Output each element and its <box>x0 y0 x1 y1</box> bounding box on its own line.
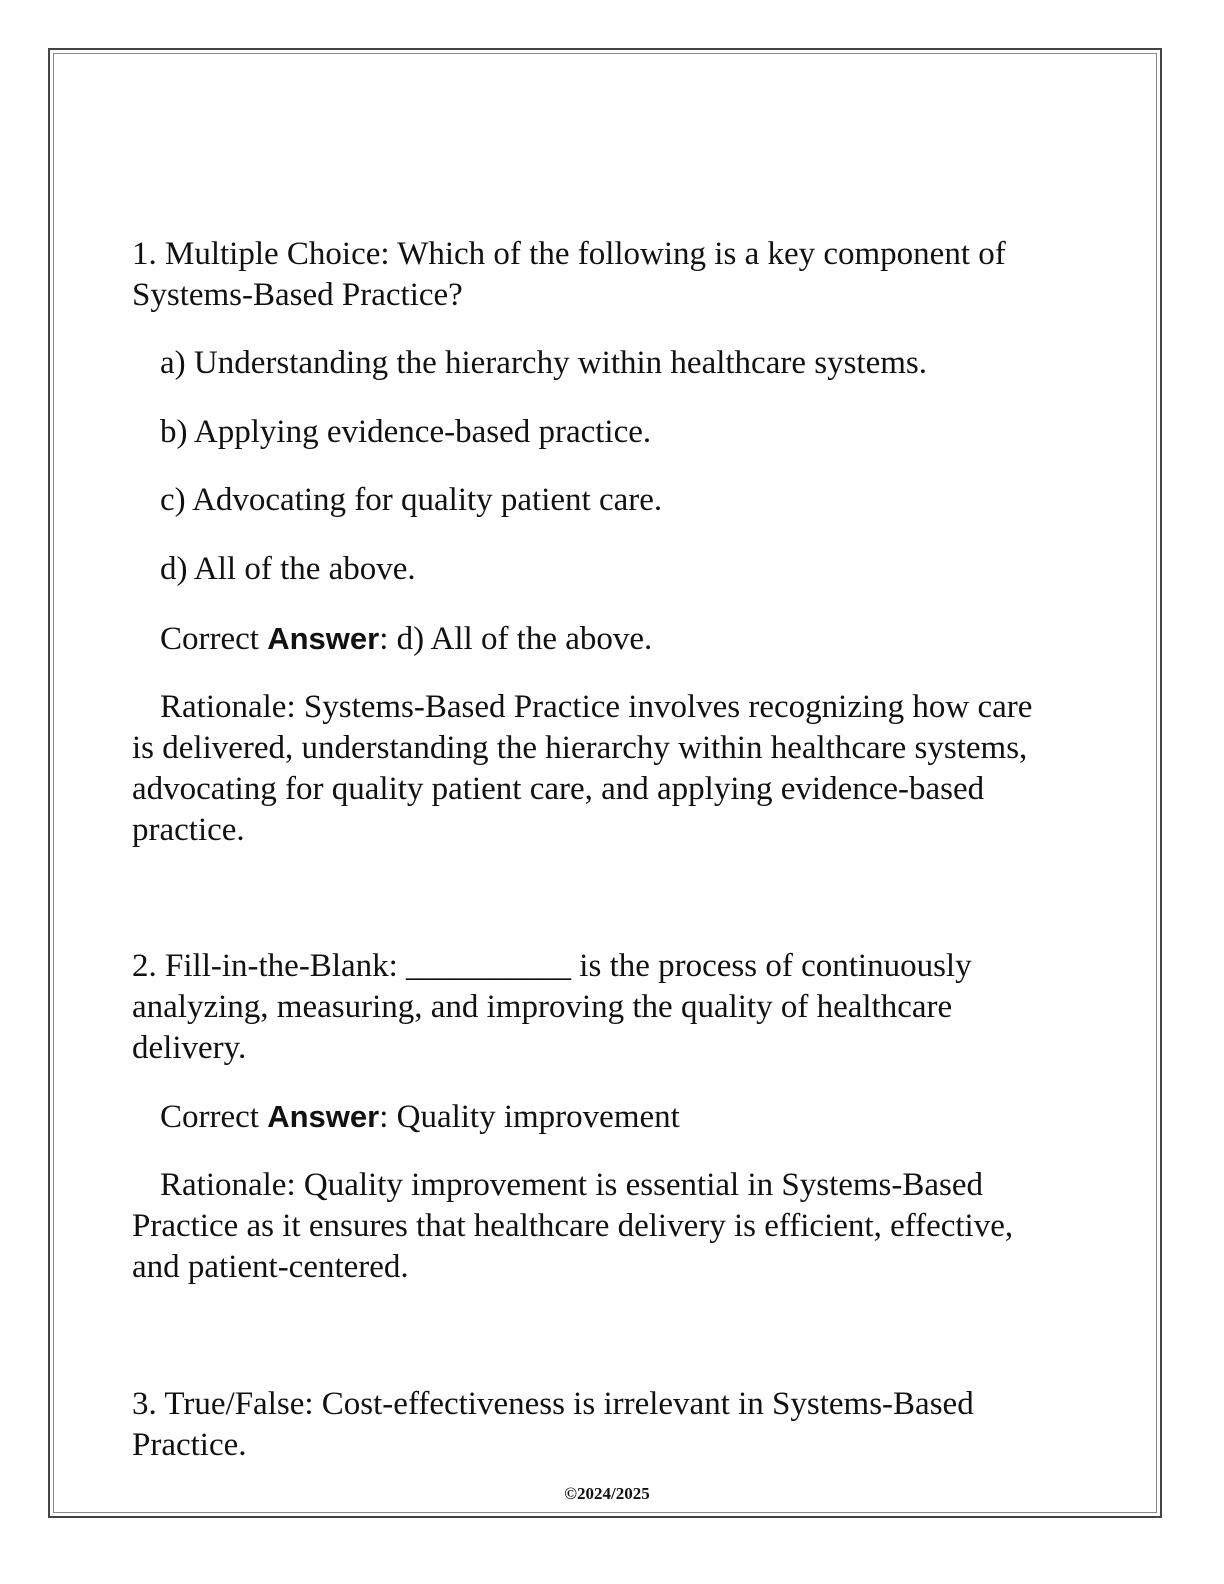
q1-option-b: b) Applying evidence-based practice. <box>160 414 652 450</box>
answer-label: Answer <box>267 1099 380 1134</box>
answer-prefix: Correct <box>160 621 268 657</box>
copyright-footer: ©2024/2025 <box>564 1484 650 1503</box>
q2-question-line-3: delivery. <box>132 1030 247 1066</box>
q1-question-line-1: 1. Multiple Choice: Which of the following is a key component of <box>132 236 1006 272</box>
q1-option-a: a) Understanding the hierarchy within healthcare systems. <box>160 345 927 381</box>
q1-option-d: d) All of the above. <box>160 551 416 587</box>
q1-correct-answer <box>160 618 652 660</box>
answer-value: : d) All of the above. <box>379 621 653 657</box>
q1-rationale-line-1: Rationale: Systems-Based Practice involves recognizing how care <box>160 689 1033 725</box>
q1-option-c: c) Advocating for quality patient care. <box>160 482 663 518</box>
q3-question-line-1: 3. True/False: Cost-effectiveness is irrelevant in Systems-Based <box>132 1386 974 1422</box>
answer-value: : Quality improvement <box>379 1099 680 1135</box>
q1-rationale-line-2: is delivered, understanding the hierarchy within healthcare systems, <box>132 730 1028 766</box>
q1-question-line-2: Systems-Based Practice? <box>132 277 463 313</box>
answer-label: Answer <box>267 621 380 656</box>
q2-question-line-2: analyzing, measuring, and improving the quality of healthcare <box>132 989 953 1025</box>
q2-rationale-line-1: Rationale: Quality improvement is essential in Systems-Based <box>160 1167 984 1203</box>
q1-rationale-line-4: practice. <box>132 812 245 848</box>
q2-rationale-line-3: and patient-centered. <box>132 1249 409 1285</box>
answer-prefix: Correct <box>160 1099 268 1135</box>
q1-rationale-line-3: advocating for quality patient care, and applying evidence-based <box>132 771 985 807</box>
q2-question-line-1: 2. Fill-in-the-Blank: __________ is the process of continuously <box>132 948 972 984</box>
q3-question-line-2: Practice. <box>132 1427 247 1463</box>
q2-correct-answer <box>160 1096 680 1138</box>
q2-rationale-line-2: Practice as it ensures that healthcare delivery is efficient, effective, <box>132 1208 1014 1244</box>
